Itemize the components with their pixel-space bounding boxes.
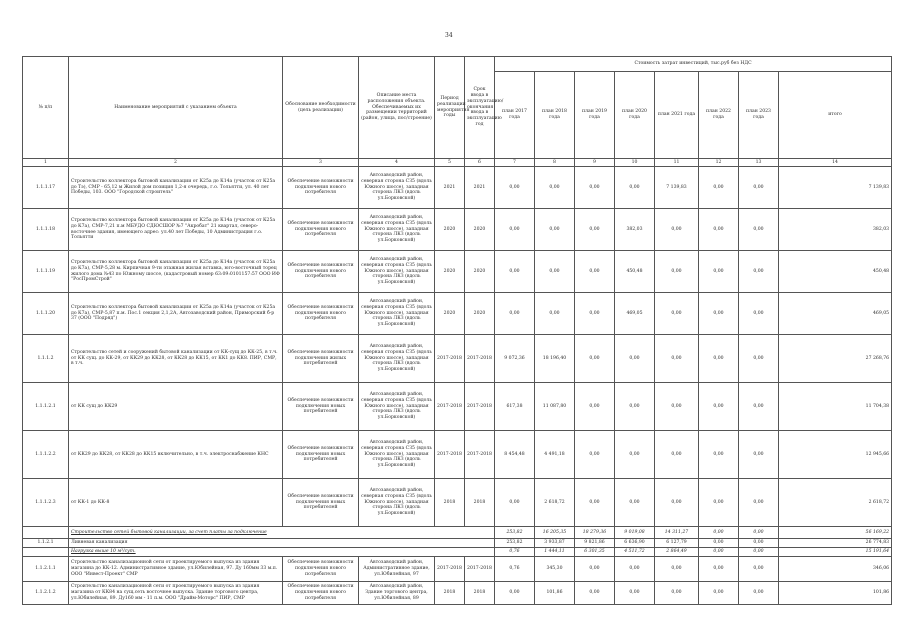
row-no: 1.1.1.2.1 [23, 383, 69, 431]
row-value: 0,00 [739, 335, 779, 383]
row-name: от КК29 до КК28, от КК28 до КК15 включительно, в т.ч. электроснабжение КНС [69, 431, 283, 479]
row-value: 0,00 [535, 293, 575, 335]
empty-cell [23, 548, 69, 557]
subtotal-total: 15 191,64 [779, 548, 892, 557]
row-value: 0,00 [739, 383, 779, 431]
row-term: 2017-2018 [465, 431, 495, 479]
subtotal-value: 0,00 [739, 548, 779, 557]
header-year-2018: план 2018 года [535, 72, 575, 159]
colnum: 9 [575, 159, 615, 167]
row-term: 2017-2018 [465, 383, 495, 431]
table-row [23, 167, 892, 209]
row-value: 0,00 [495, 167, 535, 209]
row-term: 2021 [465, 167, 495, 209]
investment-table [22, 56, 892, 605]
row-value: 4 491,18 [535, 431, 575, 479]
row-value: 0,00 [535, 209, 575, 251]
row-value: 0,00 [655, 383, 699, 431]
table-row [23, 557, 892, 582]
subtotal-value: 0,00 [699, 548, 739, 557]
row-value: 18 196,40 [535, 335, 575, 383]
row-total: 346,06 [779, 557, 892, 582]
row-name: от КК-1 до КК-8 [69, 479, 283, 527]
subtotal-value: 2 864,49 [655, 548, 699, 557]
colnum: 7 [495, 159, 535, 167]
page-number: 34 [445, 32, 453, 39]
header-year-2021: план 2021 года [655, 72, 699, 159]
row-description: Автозаводский район, северная сторона СЗ5 (вдоль Южного шоссе), западная сторона ЛКЗ (вдоль ул.Борковской) [359, 167, 435, 209]
row-value: 0,00 [615, 582, 655, 605]
header-total: итого [779, 72, 892, 159]
row-period: 2017-2018 [435, 431, 465, 479]
row-name: Строительство канализационной сети от проектируемого выпуска из здания магазина до КК-12. Административное здание, ул.Юбилейная, 97. Ду 160мм 33 м.п. ООО "Инвест-Проект" СМР [69, 557, 283, 582]
row-reason: Обеспечение возможности подключения нового потребителя [283, 582, 359, 605]
row-no: 1.1.1.2 [23, 335, 69, 383]
row-period: 2020 [435, 251, 465, 293]
header-year-2020: план 2020 года [615, 72, 655, 159]
row-value: 9 072,36 [495, 335, 535, 383]
row-value: 0,00 [495, 479, 535, 527]
subtotal-value: 14 311,27 [655, 527, 699, 539]
row-no: 1.1.1.19 [23, 251, 69, 293]
row-reason: Обеспечение возможности подключения нового потребителя [283, 293, 359, 335]
header-year-2017: план 2017 года [495, 72, 535, 159]
row-value: 0,00 [575, 383, 615, 431]
row-reason: Обеспечение возможности подключения новых потребителей [283, 479, 359, 527]
header-reason: Обоснование необходимости (цель реализации) [283, 57, 359, 159]
row-value: 0,00 [575, 293, 615, 335]
colnum: 3 [283, 159, 359, 167]
row-name: Строительство коллектора бытовой канализации от К25а до К14а (участок от К25а до К7а), СМР-5,87 п.м. Пос.1 секция 2,1,2А, Автозаводский район, Приморский б-р 37 (ООО "Подряд") [69, 293, 283, 335]
row-description: Автозаводский район, северная сторона СЗ5 (вдоль Южного шоссе), западная сторона ЛКЗ (вдоль ул.Борковской) [359, 479, 435, 527]
row-value: 7 139,83 [655, 167, 699, 209]
row-value: 0,00 [699, 557, 739, 582]
table-row [23, 582, 892, 605]
row-value: 0,00 [739, 167, 779, 209]
header-year-2019: план 2019 года [575, 72, 615, 159]
section-total: 26 774,83 [779, 539, 892, 548]
row-value: 8 454,48 [495, 431, 535, 479]
row-value: 0,00 [699, 251, 739, 293]
colnum: 10 [615, 159, 655, 167]
row-value: 0,00 [699, 293, 739, 335]
row-no: 1.1.2.1.2 [23, 582, 69, 605]
row-value: 617,38 [495, 383, 535, 431]
row-reason: Обеспечение возможности подключения жилых потребителей [283, 335, 359, 383]
row-term: 2020 [465, 251, 495, 293]
row-period: 2020 [435, 209, 465, 251]
row-total: 12 945,66 [779, 431, 892, 479]
subtotal-value: 6 301,35 [575, 548, 615, 557]
row-name: Строительство коллектора бытовой канализации от К25а до К14а (участок от К25а до Тэ), СМР - 65,12 м Жилой дом позиция 1,2-я очередь, г.о. Тольятти, ул. 40 лет Победы, 103. ООО "Городской строитель" [69, 167, 283, 209]
row-value: 0,00 [575, 251, 615, 293]
row-value: 0,00 [575, 335, 615, 383]
row-value: 0,00 [739, 557, 779, 582]
row-value: 450,48 [615, 251, 655, 293]
row-value: 0,00 [575, 167, 615, 209]
subtotal-value: 0,00 [739, 527, 779, 539]
row-value: 0,00 [575, 431, 615, 479]
row-value: 0,00 [699, 431, 739, 479]
subtotal-value: 9 019,08 [615, 527, 655, 539]
header-name: Наименование мероприятий с указанием объекта [69, 57, 283, 159]
column-number-row [23, 159, 892, 167]
table-row [23, 479, 892, 527]
row-period: 2017-2018 [435, 557, 465, 582]
row-description: Автозаводский район, Здание торгового центра, ул.Юбилейная, 89 [359, 582, 435, 605]
row-value: 0,00 [615, 383, 655, 431]
section-value: 0,00 [699, 539, 739, 548]
subtotal-label: Строительство сетей бытовой канализации, за счет платы за подключение [69, 527, 495, 539]
row-total: 469,05 [779, 293, 892, 335]
row-value: 0,00 [699, 582, 739, 605]
row-value: 0,00 [495, 582, 535, 605]
row-description: Автозаводский район, северная сторона СЗ5 (вдоль Южного шоссе), западная сторона ЛКЗ (вдоль ул.Борковской) [359, 335, 435, 383]
section-value: 0,00 [739, 539, 779, 548]
row-name: Строительство канализационной сети от проектируемого выпуска из здания магазина от КК84 на сущ.сеть восточнее выпуска. Здание торгового центра, ул.Юбилейная, 89. Ду160 мм - 11 п.м. ООО "Драйм-Моторс" ПИР, СМР [69, 582, 283, 605]
row-period: 2021 [435, 167, 465, 209]
row-value: 0,00 [739, 479, 779, 527]
table-row [23, 383, 892, 431]
colnum: 14 [779, 159, 892, 167]
row-description: Автозаводский район, северная сторона СЗ5 (вдоль Южного шоссе), западная сторона ЛКЗ (вдоль ул.Борковской) [359, 383, 435, 431]
subtotal-value: 4 511,72 [615, 548, 655, 557]
row-value: 0,00 [495, 293, 535, 335]
row-period: 2020 [435, 293, 465, 335]
colnum: 4 [359, 159, 435, 167]
row-period: 2018 [435, 582, 465, 605]
row-term: 2017-2018 [465, 335, 495, 383]
table-row [23, 251, 892, 293]
row-value: 0,00 [655, 293, 699, 335]
row-value: 0,00 [615, 167, 655, 209]
section-label: Ливневая канализация [69, 539, 495, 548]
row-value: 0,00 [655, 582, 699, 605]
row-period: 2017-2018 [435, 335, 465, 383]
row-value: 0,00 [535, 167, 575, 209]
empty-cell [23, 527, 69, 539]
row-no: 1.1.1.17 [23, 167, 69, 209]
row-value: 0,00 [699, 167, 739, 209]
row-value: 0,76 [495, 557, 535, 582]
header-year-2022: план 2022 года [699, 72, 739, 159]
row-reason: Обеспечение возможности подключения нового потребителя [283, 251, 359, 293]
header-description: Описание места расположения объекта. Обеспечиваемых их размещении территорий (район, улица, пос/строение) [359, 57, 435, 159]
row-no: 1.1.1.2.3 [23, 479, 69, 527]
header-cost: Стоимость затрат инвестиций, тыс.руб без НДС [495, 57, 892, 72]
row-value: 0,00 [655, 557, 699, 582]
table-row [23, 209, 892, 251]
section-no: 1.1.2.1 [23, 539, 69, 548]
row-total: 11 704,38 [779, 383, 892, 431]
row-description: Автозаводский район, северная сторона СЗ5 (вдоль Южного шоссе), западная сторона ЛКЗ (вдоль ул.Борковской) [359, 293, 435, 335]
row-value: 0,00 [615, 431, 655, 479]
row-value: 0,00 [739, 293, 779, 335]
header-period: Период реализации мероприятия годы [435, 57, 465, 159]
row-total: 101,86 [779, 582, 892, 605]
row-no: 1.1.1.18 [23, 209, 69, 251]
row-term: 2017-2018 [465, 557, 495, 582]
row-value: 2 618,72 [535, 479, 575, 527]
row-value: 0,00 [575, 209, 615, 251]
row-term: 2020 [465, 293, 495, 335]
colnum: 11 [655, 159, 699, 167]
row-total: 450,48 [779, 251, 892, 293]
row-value: 0,00 [739, 251, 779, 293]
row-value: 0,00 [739, 209, 779, 251]
row-value: 0,00 [699, 209, 739, 251]
row-description: Автозаводский район, Административное здание, ул.Юбилейная, 97 [359, 557, 435, 582]
row-value: 0,00 [739, 431, 779, 479]
section-value: 3 933,87 [535, 539, 575, 548]
row-value: 0,00 [699, 479, 739, 527]
row-name: Строительство коллектора бытовой канализации от К25а до К14а (участок от К25а до К7а), СМР-7,21 п.м МБУДО СДЮСШОР №7 "Акробат" 21 квартал, северо-восточнее здания, имеющего адрес: ул.40 лет Победы, 10 Администрация г.о. Тольятти [69, 209, 283, 251]
row-value: 0,00 [655, 251, 699, 293]
row-value: 0,00 [615, 557, 655, 582]
section-row [23, 539, 892, 548]
row-no: 1.1.2.1.1 [23, 557, 69, 582]
row-value: 382,03 [615, 209, 655, 251]
row-value: 0,00 [655, 431, 699, 479]
subtotal-value: 18 279,36 [575, 527, 615, 539]
colnum: 13 [739, 159, 779, 167]
row-value: 0,00 [699, 383, 739, 431]
row-period: 2018 [435, 479, 465, 527]
row-value: 0,00 [655, 335, 699, 383]
row-name: Строительство сетей и сооружений бытовой канализации от КК-сущ до КК-25, в т.ч. от КК сущ. до КК-29, от КК29 до КК28, от КК28 до КК15, от КК1 до КК8. ПИР, СМР, в т.ч. [69, 335, 283, 383]
row-total: 2 618,72 [779, 479, 892, 527]
row-value: 0,00 [535, 251, 575, 293]
section-value: 253,82 [495, 539, 535, 548]
row-reason: Обеспечение возможности подключения нового потребителя [283, 167, 359, 209]
colnum: 1 [23, 159, 69, 167]
subtotal-value: 253,82 [495, 527, 535, 539]
row-period: 2017-2018 [435, 383, 465, 431]
row-value: 0,00 [615, 479, 655, 527]
row-value: 11 087,80 [535, 383, 575, 431]
row-value: 0,00 [495, 209, 535, 251]
row-description: Автозаводский район, северная сторона СЗ5 (вдоль Южного шоссе), западная сторона ЛКЗ (вдоль ул.Борковской) [359, 209, 435, 251]
row-value: 345,30 [535, 557, 575, 582]
row-term: 2018 [465, 479, 495, 527]
section-value: 9 821,86 [575, 539, 615, 548]
row-value: 0,00 [655, 479, 699, 527]
row-total: 27 268,76 [779, 335, 892, 383]
row-term: 2018 [465, 582, 495, 605]
row-no: 1.1.1.20 [23, 293, 69, 335]
colnum: 6 [465, 159, 495, 167]
row-value: 0,00 [575, 479, 615, 527]
row-reason: Обеспечение возможности подключения нового потребителя [283, 557, 359, 582]
row-value: 469,05 [615, 293, 655, 335]
row-total: 382,03 [779, 209, 892, 251]
table-row [23, 293, 892, 335]
row-reason: Обеспечение возможности подключения новых потребителей [283, 383, 359, 431]
row-name: от КК сущ до КК29 [69, 383, 283, 431]
row-reason: Обеспечение возможности подключения нового потребителя [283, 209, 359, 251]
row-value: 101,86 [535, 582, 575, 605]
row-value: 0,00 [655, 209, 699, 251]
row-value: 0,00 [615, 335, 655, 383]
row-value: 0,00 [575, 557, 615, 582]
row-term: 2020 [465, 209, 495, 251]
row-description: Автозаводский район, северная сторона СЗ5 (вдоль Южного шоссе), западная сторона ЛКЗ (вдоль ул.Борковской) [359, 431, 435, 479]
subtotal-value: 0,76 [495, 548, 535, 557]
header-no: № п/п [23, 57, 69, 159]
row-name: Строительство коллектора бытовой канализации от К25а до К14а (участок от К25а до К7а), СМР-5,28 м. Кирпичная 9-ти этажная жилая вставка, юго-восточный торец жилого дома №43 по Южному шоссе, (кадастровый номер 63:09:0101157:57 ООО ИФ "РосПромСтрой" [69, 251, 283, 293]
subtotal-value: 16 205,35 [535, 527, 575, 539]
subtotal-row [23, 527, 892, 539]
row-no: 1.1.1.2.2 [23, 431, 69, 479]
subtotal-total: 56 169,22 [779, 527, 892, 539]
colnum: 8 [535, 159, 575, 167]
row-value: 0,00 [739, 582, 779, 605]
table-row [23, 335, 892, 383]
colnum: 5 [435, 159, 465, 167]
row-total: 7 139,83 [779, 167, 892, 209]
table-row [23, 431, 892, 479]
section-value: 6 636,90 [615, 539, 655, 548]
subtotal-label: Нагрузка выше 10 м³/сут. [69, 548, 495, 557]
colnum: 12 [699, 159, 739, 167]
row-value: 0,00 [575, 582, 615, 605]
row-value: 0,00 [699, 335, 739, 383]
subtotal-value: 0,00 [699, 527, 739, 539]
header-term: Срок ввода в эксплуатацию/ окончания ввода в эксплуатацию год [465, 57, 495, 159]
subtotal-row [23, 548, 892, 557]
row-reason: Обеспечение возможности подключения новых потребителей [283, 431, 359, 479]
colnum: 2 [69, 159, 283, 167]
subtotal-value: 1 444,11 [535, 548, 575, 557]
header-year-2023: план 2023 года [739, 72, 779, 159]
section-value: 6 127,79 [655, 539, 699, 548]
row-value: 0,00 [495, 251, 535, 293]
row-description: Автозаводский район, северная сторона СЗ5 (вдоль Южного шоссе), западная сторона ЛКЗ (вдоль ул.Борковской) [359, 251, 435, 293]
